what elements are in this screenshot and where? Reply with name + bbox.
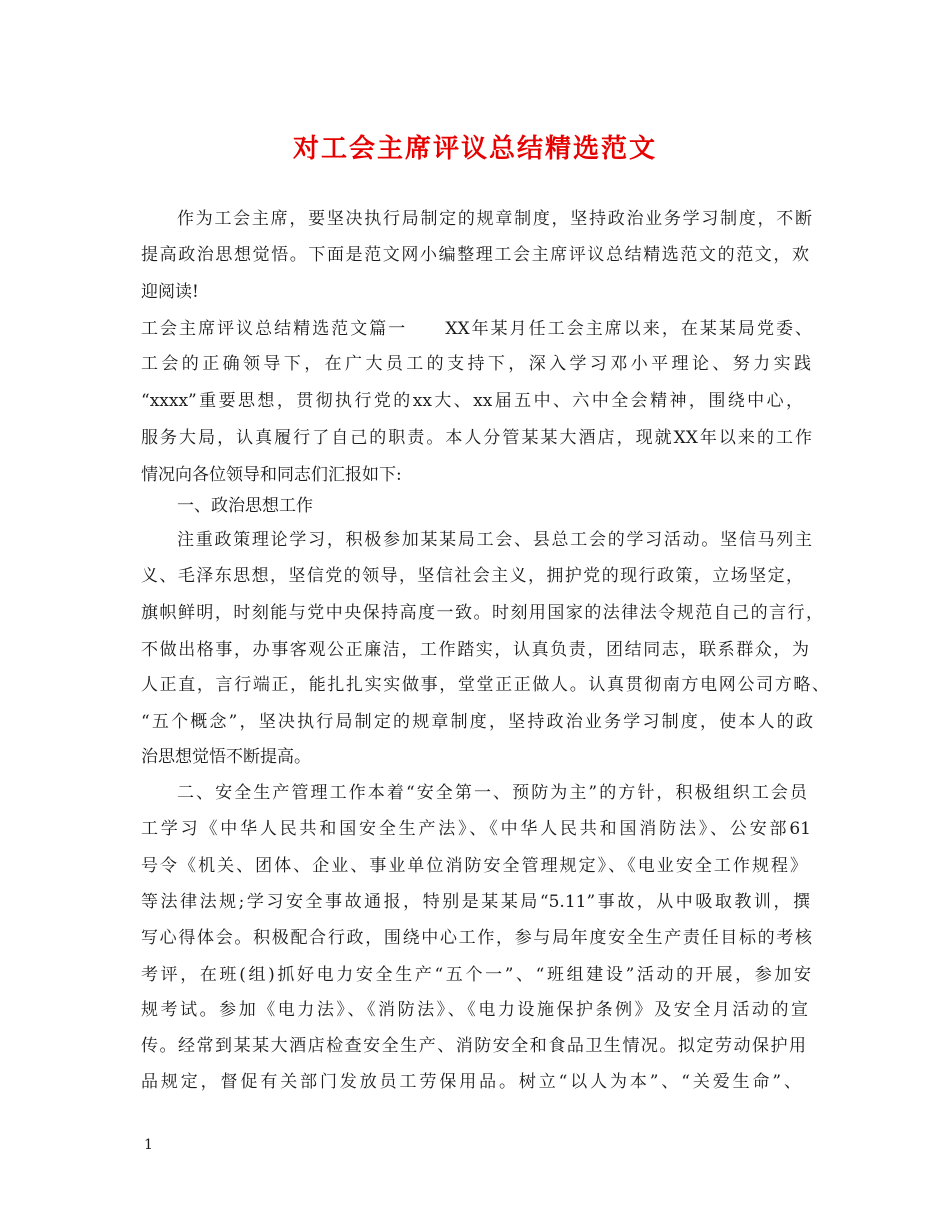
- section-heading: 一、政治思想工作: [177, 496, 313, 516]
- body-line: 工会的正确领导下，在广大员工的支持下，深入学习邓小平理论、努力实践: [141, 354, 811, 374]
- body-line: 考评，在班(组)抓好电力安全生产“五个一”、“班组建设”活动的开展，参加安: [141, 965, 811, 985]
- body-line: 等法律法规;学习安全事故通报，特别是某某局“5.11”事故，从中吸取教训，撰: [141, 892, 810, 912]
- document-title: 对工会主席评议总结精选范文: [292, 134, 657, 164]
- body-line: 旗帜鲜明，时刻能与党中央保持高度一致。时刻用国家的法律法令规范自己的言行，: [141, 603, 823, 623]
- body-line: 品规定，督促有关部门发放员工劳保用品。树立“以人为本”、“关爱生命”、: [141, 1072, 801, 1092]
- body-line: 工会主席评议总结精选范文篇一 XX年某月任工会主席以来，在某某局党委、: [141, 319, 812, 339]
- body-line: 义、毛泽东思想，坚信党的领导，坚信社会主义，拥护党的现行政策，立场坚定，: [141, 566, 803, 586]
- body-line: 迎阅读!: [141, 282, 199, 302]
- body-line: “五个概念”，坚决执行局制定的规章制度，坚持政治业务学习制度，使本人的政: [141, 712, 813, 732]
- body-line: 作为工会主席，要坚决执行局制定的规章制度，坚持政治业务学习制度，不断: [177, 209, 812, 229]
- body-line: 服务大局，认真履行了自己的职责。本人分管某某大酒店，现就XX年以来的工作: [141, 428, 812, 448]
- body-line: “xxxx”重要思想，贯彻执行党的xx大、xx届五中、六中全会精神，围绕中心，: [141, 391, 803, 411]
- body-line: 注重政策理论学习，积极参加某某局工会、县总工会的学习活动。坚信马列主: [177, 530, 812, 550]
- body-line: 工学习《中华人民共和国安全生产法》、《中华人民共和国消防法》、公安部61: [141, 819, 811, 839]
- body-line: 二、安全生产管理工作本着“安全第一、预防为主”的方针，积极组织工会员: [177, 783, 807, 803]
- body-line: 号令《机关、团体、企业、事业单位消防安全管理规定》、《电业安全工作规程》: [141, 856, 807, 876]
- body-line: 治思想觉悟不断提高。: [141, 747, 311, 767]
- page-number: 1: [144, 1137, 153, 1153]
- body-line: 人正直，言行端正，能扎扎实实做事，堂堂正正做人。认真贯彻南方电网公司方略、: [141, 675, 829, 695]
- body-line: 情况向各位领导和同志们汇报如下:: [141, 465, 402, 485]
- body-line: 写心得体会。积极配合行政，围绕中心工作，参与局年度安全生产责任目标的考核: [141, 928, 812, 948]
- body-line: 传。经常到某某大酒店检查安全生产、消防安全和食品卫生情况。拟定劳动保护用: [141, 1036, 806, 1056]
- body-line: 提高政治思想觉悟。下面是范文网小编整理工会主席评议总结精选范文的范文，欢: [141, 245, 809, 265]
- body-line: 不做出格事，办事客观公正廉洁，工作踏实，认真负责，团结同志，联系群众，为: [141, 640, 809, 660]
- body-line: 规考试。参加《电力法》、《消防法》、《电力设施保护条例》及安全月活动的宣: [141, 1000, 808, 1020]
